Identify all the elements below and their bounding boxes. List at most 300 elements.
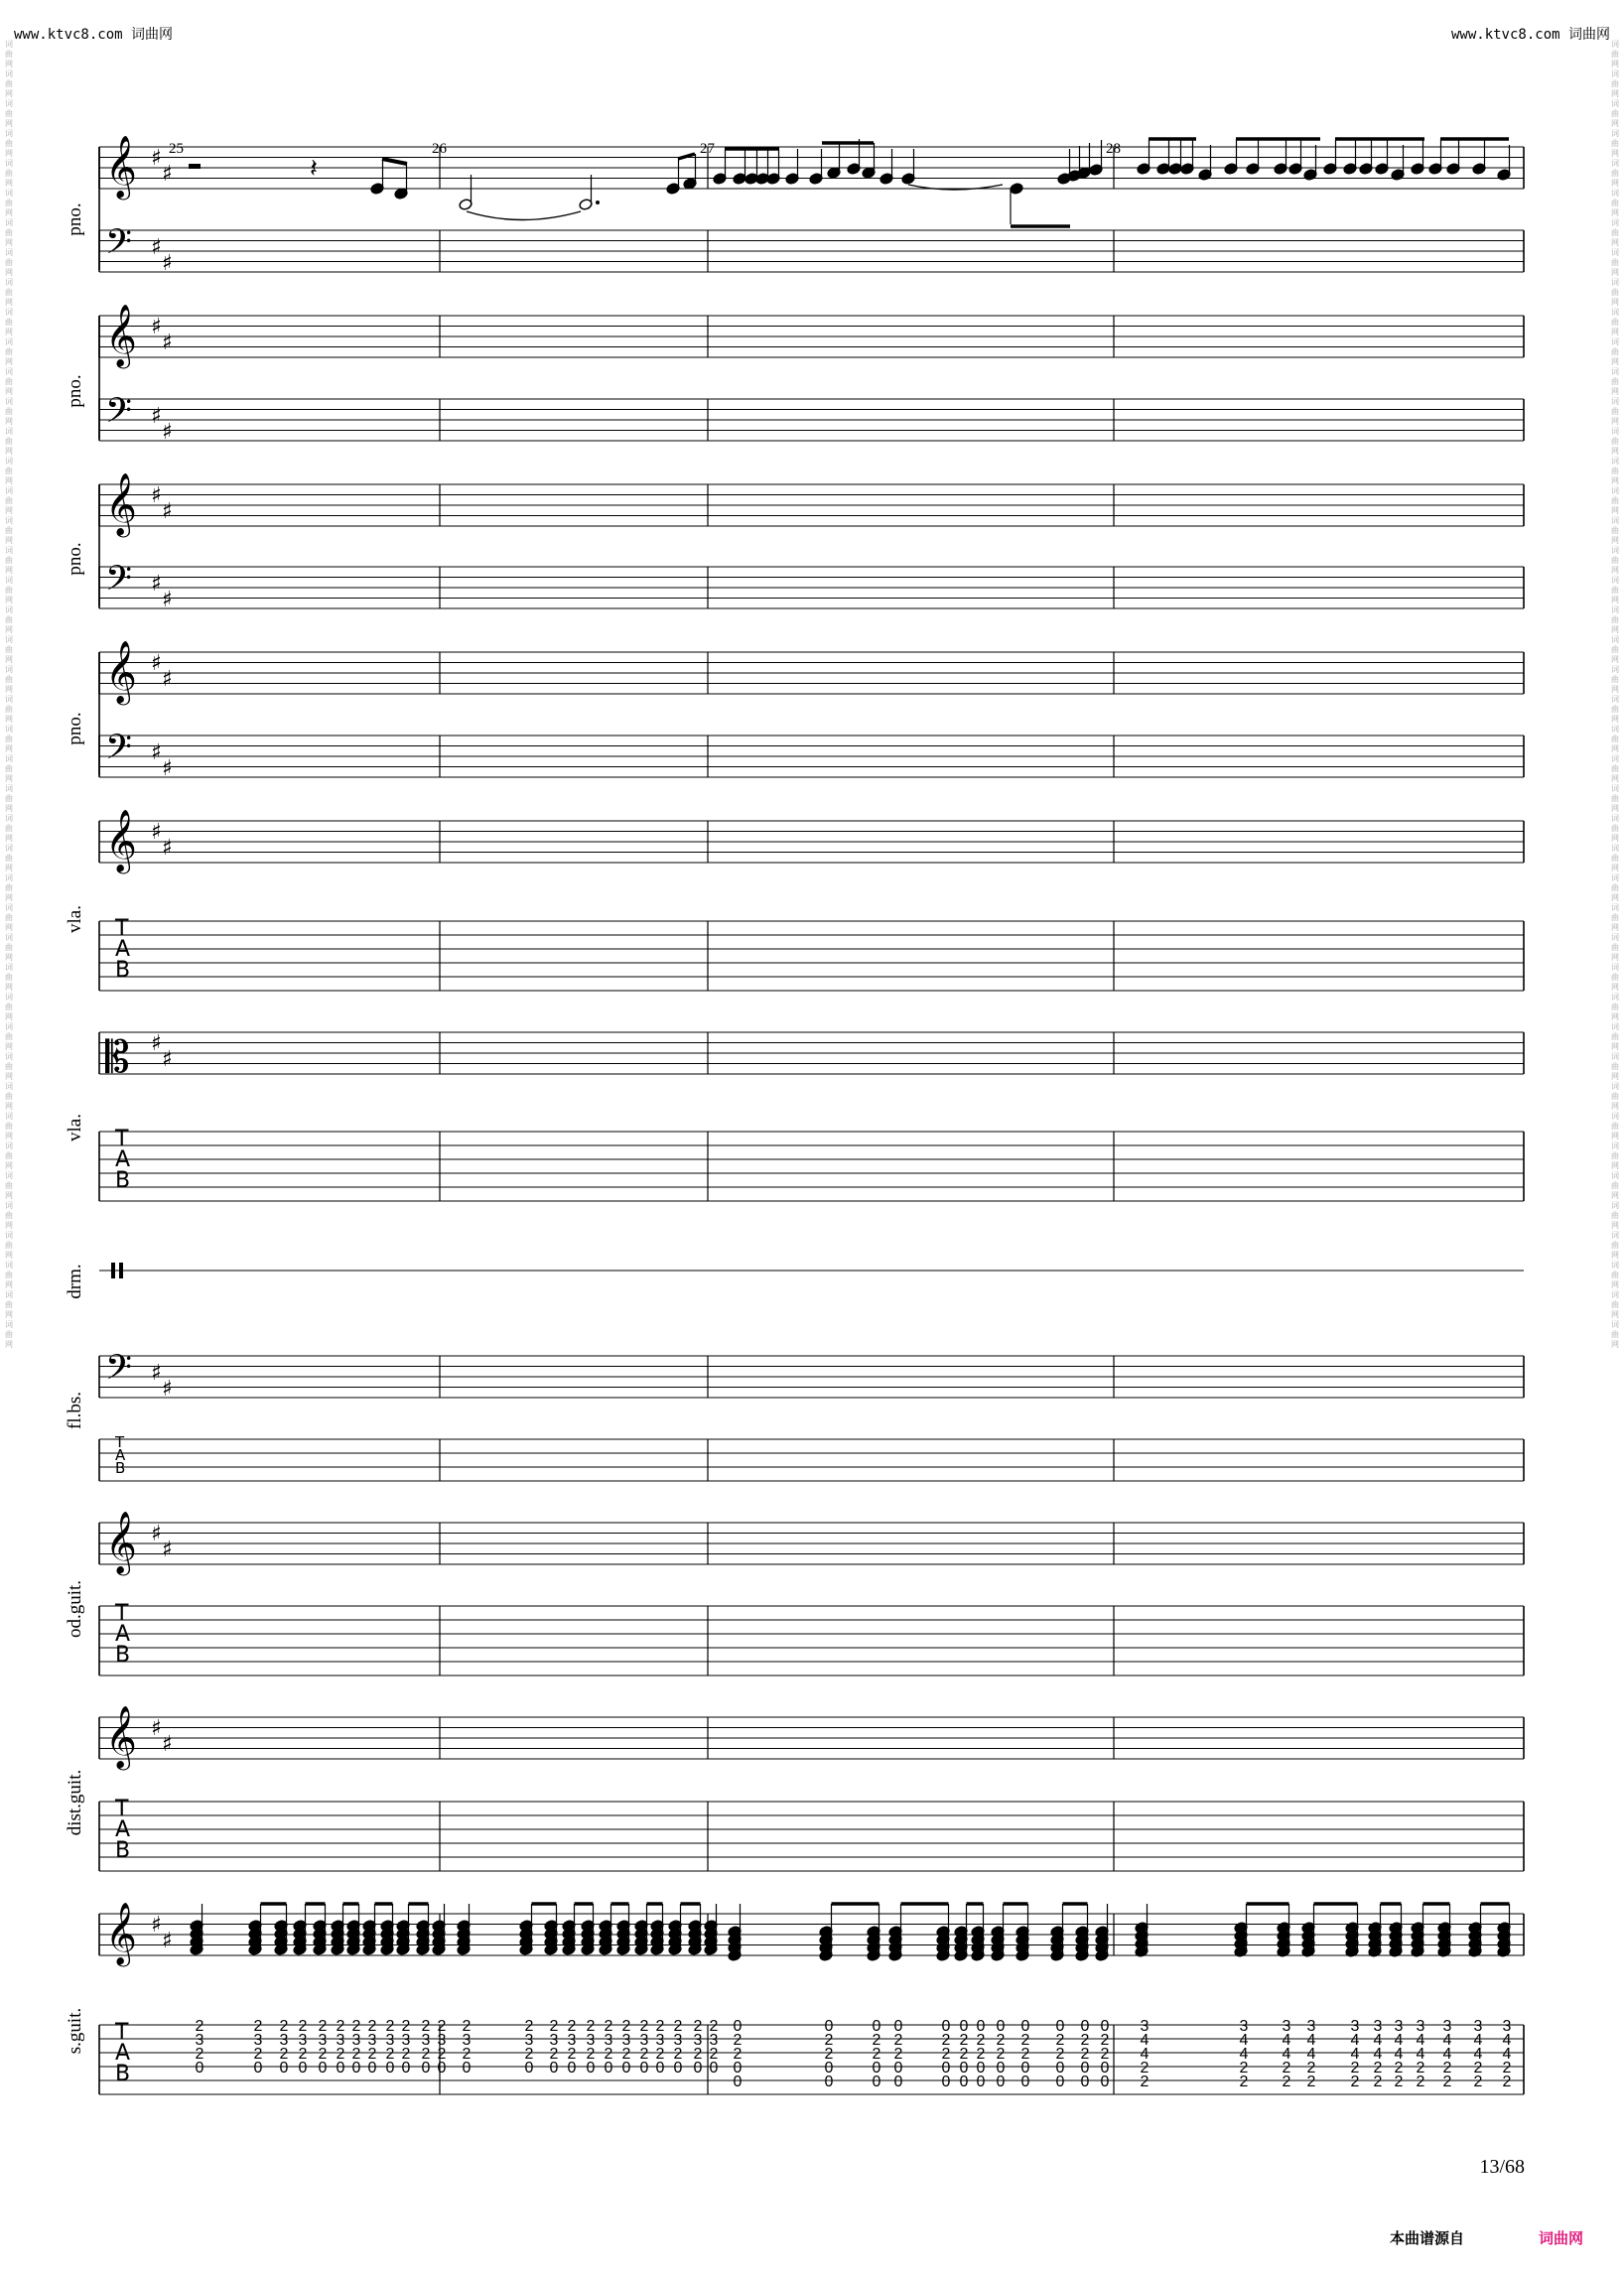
tab-fret-number: 2: [976, 2046, 986, 2063]
key-sharp: ♯: [151, 572, 162, 597]
tab-fret-number: 2: [351, 2018, 361, 2035]
tab-letter-t: T: [115, 2020, 129, 2045]
tab-letter-a: A: [115, 937, 131, 962]
tab-fret-number: 0: [567, 2060, 577, 2077]
tab-fret-number: 2: [1239, 2060, 1249, 2077]
tab-fret-number: 2: [318, 2046, 328, 2063]
tab-letter-b: B: [115, 2062, 131, 2086]
treble-clef: 𝄞: [105, 472, 137, 535]
tab-fret-number: 0: [1100, 2018, 1110, 2035]
key-sharp: ♯: [151, 1031, 162, 1056]
bass-clef: 𝄢: [105, 1347, 133, 1396]
tab-fret-number: 3: [1282, 2018, 1291, 2035]
tab-letter-b: B: [115, 1838, 131, 1863]
tab-fret-number: 3: [621, 2032, 631, 2049]
tab-fret-number: 2: [253, 2046, 263, 2063]
tab-fret-number: 2: [709, 2018, 719, 2035]
footer-source-label: 本曲谱源自: [1390, 2229, 1465, 2247]
instrument-label-odguit: od.guit.: [65, 1579, 85, 1639]
bass-clef: 𝄢: [105, 727, 133, 775]
tab-fret-number: 2: [1140, 2074, 1150, 2090]
treble-clef: 𝄞: [105, 304, 137, 366]
tab-fret-number: 4: [1239, 2032, 1249, 2049]
tab-fret-number: 3: [1373, 2018, 1383, 2035]
instrument-label-flbs: fl.bs.: [65, 1392, 85, 1429]
tab-fret-number: 2: [996, 2046, 1006, 2063]
tab-fret-number: 2: [872, 2032, 881, 2049]
tab-fret-number: 2: [279, 2046, 289, 2063]
tab-fret-number: 3: [709, 2032, 719, 2049]
tab-fret-number: 0: [586, 2060, 596, 2077]
tab-fret-number: 2: [824, 2032, 834, 2049]
notehead: [1010, 183, 1023, 196]
key-sharp: ♯: [151, 235, 162, 260]
tab-fret-number: 4: [1140, 2032, 1150, 2049]
tab-letter-t: T: [115, 1601, 129, 1626]
tab-fret-number: 3: [693, 2032, 703, 2049]
tab-fret-number: 3: [1350, 2018, 1360, 2035]
tab-fret-number: 0: [195, 2060, 204, 2077]
key-sharp: ♯: [162, 251, 173, 276]
tab-fret-number: 3: [298, 2032, 308, 2049]
tab-fret-number: 2: [733, 2046, 743, 2063]
tab-fret-number: 2: [655, 2046, 665, 2063]
tab-fret-number: 3: [655, 2032, 665, 2049]
tab-fret-number: 0: [1055, 2074, 1065, 2090]
bass-clef: 𝄢: [105, 221, 133, 270]
tab-letter-b: B: [115, 1168, 131, 1193]
instrument-label-pno-1: pno.: [65, 202, 85, 236]
tab-fret-number: 2: [567, 2018, 577, 2035]
tab-fret-number: 2: [693, 2018, 703, 2035]
key-sharp: ♯: [162, 1377, 173, 1402]
tab-fret-number: 2: [604, 2018, 613, 2035]
instrument-label-pno-2: pno.: [65, 374, 85, 408]
tab-fret-number: 2: [959, 2046, 969, 2063]
tab-fret-number: 2: [385, 2046, 395, 2063]
tab-fret-number: 2: [336, 2018, 345, 2035]
tab-fret-number: 2: [941, 2032, 951, 2049]
tab-fret-number: 0: [941, 2074, 951, 2090]
half-rest: [189, 164, 201, 169]
tab-fret-number: 2: [318, 2018, 328, 2035]
tab-fret-number: 3: [1239, 2018, 1249, 2035]
tab-fret-number: 0: [462, 2060, 472, 2077]
tab-fret-number: 2: [621, 2046, 631, 2063]
tab-fret-number: 2: [1473, 2060, 1483, 2077]
tab-fret-number: 3: [351, 2032, 361, 2049]
tab-fret-number: 2: [195, 2018, 204, 2035]
tab-fret-number: 2: [437, 2018, 447, 2035]
instrument-label-vla-2: vla.: [65, 1114, 85, 1141]
treble-clef: 𝄞: [105, 809, 137, 871]
tab-fret-number: 2: [621, 2018, 631, 2035]
tab-fret-number: 0: [621, 2060, 631, 2077]
tab-fret-number: 3: [1473, 2018, 1483, 2035]
tab-fret-number: 2: [1373, 2074, 1383, 2090]
tab-fret-number: 0: [824, 2060, 834, 2077]
key-sharp: ♯: [151, 315, 162, 339]
tab-fret-number: 0: [279, 2060, 289, 2077]
tab-fret-number: 0: [893, 2060, 903, 2077]
tab-fret-number: 0: [1020, 2060, 1030, 2077]
tab-fret-number: 0: [709, 2060, 719, 2077]
tab-fret-number: 2: [1239, 2074, 1249, 2090]
tab-fret-number: 2: [195, 2046, 204, 2063]
treble-clef: 𝄞: [105, 1902, 137, 1964]
tab-fret-number: 2: [1442, 2060, 1452, 2077]
tab-fret-number: 2: [1394, 2074, 1404, 2090]
percussion-clef: [119, 1263, 123, 1278]
tab-fret-number: 2: [1416, 2074, 1425, 2090]
tab-fret-number: 2: [673, 2046, 683, 2063]
tab-fret-number: 0: [959, 2060, 969, 2077]
tab-fret-number: 2: [1502, 2060, 1512, 2077]
tab-fret-number: 0: [941, 2060, 951, 2077]
tab-fret-number: 2: [298, 2018, 308, 2035]
tab-fret-number: 3: [1140, 2018, 1150, 2035]
tab-fret-number: 0: [1055, 2060, 1065, 2077]
quarter-rest: 𝄽: [310, 154, 318, 184]
tab-fret-number: 3: [421, 2032, 431, 2049]
tab-fret-number: 2: [401, 2046, 411, 2063]
tab-fret-number: 0: [1080, 2018, 1090, 2035]
tab-fret-number: 2: [1140, 2060, 1150, 2077]
tab-fret-number: 2: [586, 2046, 596, 2063]
tab-fret-number: 4: [1416, 2046, 1425, 2063]
tab-fret-number: 0: [524, 2060, 534, 2077]
tab-fret-number: 2: [893, 2046, 903, 2063]
tab-fret-number: 0: [367, 2060, 377, 2077]
tab-fret-number: 2: [351, 2046, 361, 2063]
tab-fret-number: 2: [1473, 2074, 1483, 2090]
tab-fret-number: 2: [421, 2018, 431, 2035]
tab-letter-t: T: [115, 1127, 129, 1151]
key-sharp: ♯: [162, 1732, 173, 1757]
key-sharp: ♯: [151, 1522, 162, 1546]
tab-fret-number: 2: [524, 2018, 534, 2035]
tab-fret-number: 2: [709, 2046, 719, 2063]
tab-fret-number: 2: [893, 2032, 903, 2049]
tab-fret-number: 2: [1080, 2046, 1090, 2063]
instrument-label-pno-3: pno.: [65, 542, 85, 576]
tab-fret-number: 2: [996, 2032, 1006, 2049]
tab-fret-number: 2: [1416, 2060, 1425, 2077]
tab-fret-number: 2: [1502, 2074, 1512, 2090]
tab-fret-number: 3: [367, 2032, 377, 2049]
tab-fret-number: 0: [351, 2060, 361, 2077]
tab-fret-number: 0: [959, 2018, 969, 2035]
percussion-clef: [111, 1263, 115, 1278]
tab-letter-a: A: [115, 1446, 126, 1464]
tab-fret-number: 4: [1239, 2046, 1249, 2063]
tab-fret-number: 3: [253, 2032, 263, 2049]
beam: [678, 154, 695, 159]
tab-fret-number: 3: [1416, 2018, 1425, 2035]
tab-fret-number: 3: [195, 2032, 204, 2049]
beam: [382, 159, 407, 164]
tab-fret-number: 0: [996, 2018, 1006, 2035]
bass-clef: 𝄢: [105, 558, 133, 606]
tab-fret-number: 2: [253, 2018, 263, 2035]
tab-fret-number: 0: [941, 2018, 951, 2035]
instrument-label-drm: drm.: [65, 1264, 85, 1299]
tab-fret-number: 0: [733, 2060, 743, 2077]
tab-letter-a: A: [115, 1147, 131, 1172]
tab-fret-number: 2: [655, 2018, 665, 2035]
tab-fret-number: 0: [655, 2060, 665, 2077]
tab-fret-number: 4: [1442, 2046, 1452, 2063]
tab-fret-number: 0: [1100, 2074, 1110, 2090]
tab-fret-number: 4: [1282, 2032, 1291, 2049]
key-sharp: ♯: [162, 1047, 173, 1072]
tab-fret-number: 2: [872, 2046, 881, 2063]
tab-fret-number: 2: [385, 2018, 395, 2035]
tab-fret-number: 0: [673, 2060, 683, 2077]
side-watermark-left: 词曲网词曲网词曲网词曲网词曲网词曲网词曲网词曲网词曲网词曲网词曲网词曲网词曲网词曲网词曲网词曲网词曲网词曲网词曲网词曲网词曲网词曲网词曲网词曲网词曲网词曲网词曲网词曲网词曲网词曲网词曲网词曲网词曲网词曲网词曲网词曲网词曲网词曲网词曲网词曲网词曲网词曲网词曲网词曲网: [5, 40, 13, 1349]
tab-fret-number: 0: [996, 2060, 1006, 2077]
tab-fret-number: 2: [462, 2046, 472, 2063]
tab-fret-number: 0: [318, 2060, 328, 2077]
dot: [596, 201, 600, 204]
tab-fret-number: 3: [279, 2032, 289, 2049]
tab-fret-number: 2: [733, 2032, 743, 2049]
tab-fret-number: 0: [421, 2060, 431, 2077]
alto-clef: 𝄡: [105, 1032, 130, 1083]
tab-fret-number: 0: [872, 2074, 881, 2090]
key-sharp: ♯: [162, 1538, 173, 1562]
tab-fret-number: 4: [1282, 2046, 1291, 2063]
key-sharp: ♯: [151, 651, 162, 676]
tab-fret-number: 0: [693, 2060, 703, 2077]
tab-fret-number: 3: [673, 2032, 683, 2049]
tab-fret-number: 0: [639, 2060, 649, 2077]
tab-fret-number: 2: [1306, 2060, 1316, 2077]
tab-fret-number: 2: [824, 2046, 834, 2063]
tab-fret-number: 2: [1350, 2074, 1360, 2090]
tab-fret-number: 0: [401, 2060, 411, 2077]
tab-fret-number: 0: [1055, 2018, 1065, 2035]
tab-fret-number: 4: [1442, 2032, 1452, 2049]
tab-fret-number: 2: [1100, 2046, 1110, 2063]
key-sharp: ♯: [151, 1361, 162, 1386]
tab-letter-t: T: [115, 1433, 125, 1451]
tab-fret-number: 3: [401, 2032, 411, 2049]
tab-letter-b: B: [115, 958, 131, 983]
tab-fret-number: 0: [872, 2060, 881, 2077]
tab-fret-number: 2: [1100, 2032, 1110, 2049]
key-sharp: ♯: [162, 499, 173, 524]
tab-fret-number: 4: [1394, 2032, 1404, 2049]
side-watermark-right: 词曲网词曲网词曲网词曲网词曲网词曲网词曲网词曲网词曲网词曲网词曲网词曲网词曲网词曲网词曲网词曲网词曲网词曲网词曲网词曲网词曲网词曲网词曲网词曲网词曲网词曲网词曲网词曲网词曲网词曲网词曲网词曲网词曲网词曲网词曲网词曲网词曲网词曲网词曲网词曲网词曲网词曲网词曲网词曲网: [1611, 40, 1619, 1349]
tab-fret-number: 2: [462, 2018, 472, 2035]
tab-fret-number: 4: [1473, 2032, 1483, 2049]
tab-fret-number: 3: [1502, 2018, 1512, 2035]
tab-fret-number: 2: [1020, 2032, 1030, 2049]
tab-fret-number: 0: [976, 2018, 986, 2035]
tab-fret-number: 2: [1350, 2060, 1360, 2077]
tab-fret-number: 2: [1442, 2074, 1452, 2090]
page-number: 13/68: [1479, 2156, 1525, 2178]
tab-fret-number: 3: [1394, 2018, 1404, 2035]
tab-fret-number: 2: [401, 2018, 411, 2035]
footer-brand: 词曲网: [1539, 2229, 1584, 2247]
key-sharp: ♯: [162, 756, 173, 781]
treble-clef: 𝄞: [105, 640, 137, 703]
key-sharp: ♯: [151, 1913, 162, 1938]
tab-fret-number: 2: [367, 2018, 377, 2035]
tab-fret-number: 3: [336, 2032, 345, 2049]
key-sharp: ♯: [162, 667, 173, 692]
tab-letter-t: T: [115, 916, 129, 941]
instrument-label-pno-4: pno.: [65, 712, 85, 745]
tab-fret-number: 4: [1306, 2032, 1316, 2049]
tab-fret-number: 3: [567, 2032, 577, 2049]
tab-fret-number: 2: [421, 2046, 431, 2063]
tab-fret-number: 3: [437, 2032, 447, 2049]
tab-fret-number: 2: [1080, 2032, 1090, 2049]
key-sharp: ♯: [151, 146, 162, 171]
key-sharp: ♯: [162, 836, 173, 861]
tab-fret-number: 4: [1350, 2032, 1360, 2049]
tab-fret-number: 2: [567, 2046, 577, 2063]
tab-fret-number: 2: [604, 2046, 613, 2063]
key-sharp: ♯: [151, 740, 162, 765]
tab-fret-number: 0: [959, 2074, 969, 2090]
key-sharp: ♯: [162, 420, 173, 445]
tab-fret-number: 2: [1394, 2060, 1404, 2077]
tab-fret-number: 4: [1373, 2046, 1383, 2063]
instrument-label-sguit: s.guit.: [65, 2007, 85, 2055]
key-sharp: ♯: [151, 820, 162, 845]
tab-fret-number: 2: [367, 2046, 377, 2063]
tab-fret-number: 0: [253, 2060, 263, 2077]
key-sharp: ♯: [151, 1716, 162, 1741]
instrument-label-distguit: dist.guit.: [65, 1769, 85, 1836]
tab-fret-number: 3: [639, 2032, 649, 2049]
tab-fret-number: 2: [1373, 2060, 1383, 2077]
tab-letter-b: B: [115, 1643, 131, 1668]
tab-fret-number: 2: [639, 2046, 649, 2063]
tab-fret-number: 0: [872, 2018, 881, 2035]
tab-fret-number: 0: [1020, 2074, 1030, 2090]
tab-fret-number: 0: [976, 2074, 986, 2090]
tab-fret-number: 2: [549, 2018, 559, 2035]
tab-fret-number: 3: [586, 2032, 596, 2049]
tab-fret-number: 0: [824, 2018, 834, 2035]
tab-fret-number: 0: [298, 2060, 308, 2077]
key-sharp: ♯: [151, 483, 162, 508]
tab-fret-number: 0: [1080, 2060, 1090, 2077]
tab-fret-number: 0: [336, 2060, 345, 2077]
tab-fret-number: 3: [604, 2032, 613, 2049]
tab-fret-number: 4: [1306, 2046, 1316, 2063]
tab-fret-number: 0: [604, 2060, 613, 2077]
bass-clef: 𝄢: [105, 390, 133, 439]
tab-fret-number: 2: [1055, 2046, 1065, 2063]
key-sharp: ♯: [162, 331, 173, 355]
header-right-url: www.ktvc8.com 词曲网: [1450, 27, 1610, 43]
tab-fret-number: 2: [693, 2046, 703, 2063]
tab-fret-number: 4: [1394, 2046, 1404, 2063]
tab-fret-number: 2: [298, 2046, 308, 2063]
tab-fret-number: 2: [959, 2032, 969, 2049]
tab-fret-number: 0: [1080, 2074, 1090, 2090]
tab-fret-number: 4: [1502, 2032, 1512, 2049]
tab-letter-a: A: [115, 2041, 131, 2066]
tab-fret-number: 3: [318, 2032, 328, 2049]
treble-clef: 𝄞: [105, 1705, 137, 1768]
tab-fret-number: 3: [549, 2032, 559, 2049]
tab-fret-number: 4: [1350, 2046, 1360, 2063]
tab-fret-number: 0: [733, 2018, 743, 2035]
key-sharp: ♯: [162, 162, 173, 187]
tab-letter-a: A: [115, 1622, 131, 1647]
key-sharp: ♯: [162, 1929, 173, 1953]
tab-letter-b: B: [115, 1459, 126, 1477]
tab-fret-number: 0: [1100, 2060, 1110, 2077]
tab-fret-number: 2: [336, 2046, 345, 2063]
tab-letter-t: T: [115, 1797, 129, 1821]
tab-fret-number: 3: [462, 2032, 472, 2049]
measure-number: 28: [1106, 141, 1121, 157]
tab-fret-number: 2: [1020, 2046, 1030, 2063]
tab-fret-number: 2: [1055, 2032, 1065, 2049]
tab-fret-number: 0: [1020, 2018, 1030, 2035]
tab-fret-number: 2: [279, 2018, 289, 2035]
measure-number: 26: [432, 141, 447, 157]
tab-fret-number: 2: [524, 2046, 534, 2063]
key-sharp: ♯: [151, 404, 162, 429]
tab-fret-number: 2: [639, 2018, 649, 2035]
measure-number: 27: [700, 141, 715, 157]
tab-fret-number: 2: [1306, 2074, 1316, 2090]
tab-fret-number: 0: [385, 2060, 395, 2077]
tab-fret-number: 0: [733, 2074, 743, 2090]
tab-fret-number: 2: [673, 2018, 683, 2035]
tab-fret-number: 4: [1373, 2032, 1383, 2049]
tab-fret-number: 3: [524, 2032, 534, 2049]
tab-fret-number: 4: [1473, 2046, 1483, 2063]
measure-number: 25: [169, 141, 184, 157]
tab-fret-number: 3: [385, 2032, 395, 2049]
tab-fret-number: 0: [996, 2074, 1006, 2090]
tab-fret-number: 4: [1140, 2046, 1150, 2063]
tab-fret-number: 0: [893, 2018, 903, 2035]
tab-fret-number: 2: [437, 2046, 447, 2063]
tab-fret-number: 3: [1442, 2018, 1452, 2035]
tab-fret-number: 0: [893, 2074, 903, 2090]
treble-clef: 𝄞: [105, 135, 137, 198]
tab-fret-number: 0: [549, 2060, 559, 2077]
instrument-label-vla-1: vla.: [65, 905, 85, 933]
tab-fret-number: 0: [437, 2060, 447, 2077]
tab-fret-number: 0: [976, 2060, 986, 2077]
tab-fret-number: 2: [1282, 2060, 1291, 2077]
key-sharp: ♯: [162, 588, 173, 612]
tab-fret-number: 3: [1306, 2018, 1316, 2035]
tab-fret-number: 4: [1416, 2032, 1425, 2049]
header-left-url: www.ktvc8.com 词曲网: [14, 27, 174, 43]
tab-fret-number: 2: [586, 2018, 596, 2035]
tab-fret-number: 2: [976, 2032, 986, 2049]
tab-fret-number: 0: [824, 2074, 834, 2090]
tab-fret-number: 2: [1282, 2074, 1291, 2090]
tie: [467, 211, 581, 220]
tab-fret-number: 4: [1502, 2046, 1512, 2063]
tab-letter-a: A: [115, 1817, 131, 1842]
treble-clef: 𝄞: [105, 1511, 137, 1573]
